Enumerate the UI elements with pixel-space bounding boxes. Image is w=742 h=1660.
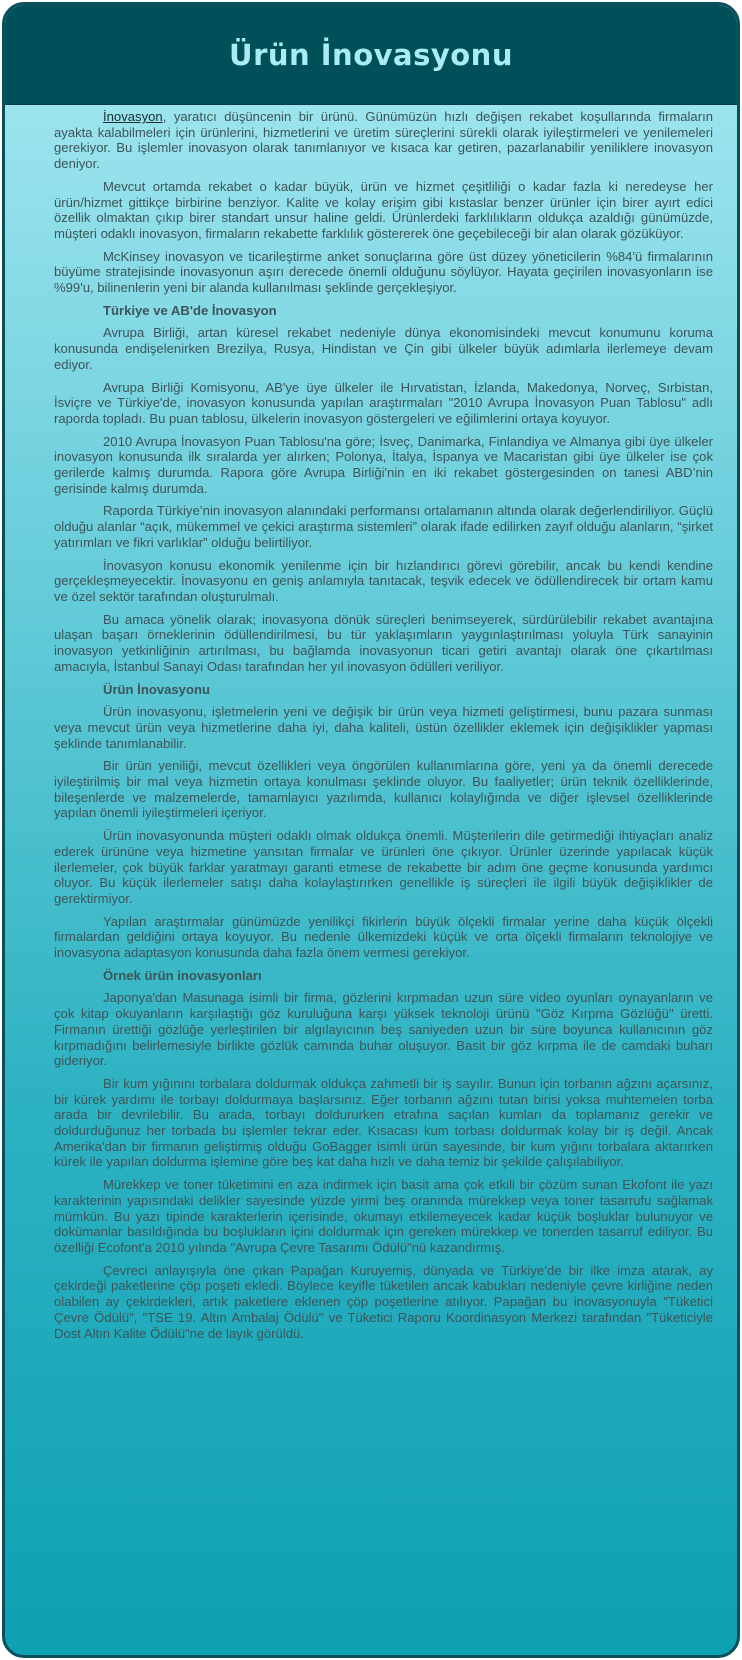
paragraph: Bir kum yığınını torbalara doldurmak oldukça zahmetli bir iş sayılır. Bunun için torbanın ağzını açarsınız, bir kürek yardımı ile torbayı doldurmaya başlarsınız. Eğer torbanın ağzını tutan birisi yoksa muhtemelen torba arada bir devrilebilir. Bu arada, torbayı doldururken etrafına saçılan kumları da toplamanız gerekir ve doldurduğunuz her torbada bu işlemler tekrar eder. Kısacası kum torbası doldurmak kolay bir iş değil. Ancak Amerika'dan bir firmanın geliştirmiş olduğu GoBagger isimli ürün sayesinde, bir kum yığını torbalara aktarırken kürek ile yapılan doldurma işlemine göre beş kat daha hızlı ve daha temiz bir şekilde çalışılabiliyor. [54,1075,713,1170]
paragraph: Ürün inovasyonu, işletmelerin yeni ve değişik bir ürün veya hizmeti geliştirmesi, bunu pazara sunması veya mevcut ürün veya hizmetlerine daha iyi, daha kaliteli, üstün özellikler eklemek için değişiklikler yapması şeklinde tanımlanabilir. [54,704,713,751]
paragraph: Japonya'dan Masunaga isimli bir firma, gözlerini kırpmadan uzun süre video oyunları oynayanların ve çok kitap okuyanların karşılaştığı göz kuruluğuna karşı yüksek teknoloji ürünü "Göz Kırpma Gözlüğü" üretti. Firmanın ürettiği gözlüğe yerleştirilen bir algılayıcının beş saniyeden uzun bir süre boyunca kullanıcının göz kırpmadığını belirlemesiyle birlikte gözlük camında buhar oluşuyor. Basit bir göz kırpma ile de camdaki buharı gideriyor. [54,990,713,1069]
paragraph: Raporda Türkiye’nin inovasyon alanındaki performansı ortalamanın altında olarak değerlendiriliyor. Güçlü olduğu alanlar “açık, mükemmel ve çekici araştırma sistemleri” olarak ifade edilirken zayıf olduğu alanların, “şirket yatırımları ve fikri varlıklar” olduğu belirtiliyor. [54,503,713,550]
paragraph: Mürekkep ve toner tüketimini en aza indirmek için basit ama çok etkili bir çözüm sunan Ekofont ile yazı karakterinin yapısındaki delikler sayesinde yüzde yirmi beş oranında mürekkep veya toner tasarrufu sağlamak mümkün. Bu yazı tipinde karakterlerin içerisinde, okumayı etkilemeyecek kadar küçük boşluklar bulunuyor ve dokümanlar basıldığında bu boşlukların içini doldurmak için gereken mürekkep ve tonerden tasarruf ediliyor. Bu özelliği Ecofont'a 2010 yılında "Avrupa Çevre Tasarımı Ödülü"nü kazandırmış. [54,1177,713,1255]
article-panel [2,2,740,1658]
header-bar [5,5,737,105]
section-heading-urun: Ürün İnovasyonu [103,681,210,697]
section-heading-turkiye: Türkiye ve AB'de İnovasyon [103,302,277,318]
paragraph: 2010 Avrupa İnovasyon Puan Tablosu'na göre; İsveç, Danimarka, Finlandiya ve Almanya gibi üye ülkeler inovasyon konusunda ilk sıralarda yer alırken; Polonya, İtalya, İspanya ve Macaristan gibi üye ülkeler ise çok gerilerde kalmış durumda. Rapora göre Avrupa Birliği'nin en iki rekabet göstergesinden on tanesi ABD’nin gerisinde kalmış durumda. [54,433,713,496]
section-heading-ornek: Örnek ürün inovasyonları [103,967,262,983]
paragraph: Çevreci anlayışıyla öne çıkan Papağan Kuruyemiş, dünyada ve Türkiye’de bir ilke imza atarak, ay çekirdeği paketlerine çöp poşeti ekledi. Böylece keyifle tüketilen ancak kabukları nedeniyle çevre kirliğine neden olabilen ay çekirdekleri, artık paketlere eklenen çöp poşetlerine atılıyor. Papağan bu inovasyonuyla "Tüketici Çevre Ödülü", "TSE 19. Altın Ambalaj Ödülü" ve Tüketici Raporu Koordinasyon Merkezi tarafından "Tüketiciyle Dost Altın Kalite Ödülü"ne de layık görüldü. [54,1262,713,1341]
paragraph: Avrupa Birliği Komisyonu, AB'ye üye ülkeler ile Hırvatistan, İzlanda, Makedonya, Norveç, Sırbistan, İsviçre ve Türkiye'de, inovasyon konusunda yapılan araştırmaları "2010 Avrupa İnovasyon Puan Tablosu" adlı raporda topladı. Bu puan tablosu, ülkelerin inovasyon göstergeleri ve eğilimlerini ortaya koyuyor. [54,379,713,426]
paragraph: Yapılan araştırmalar günümüzde yenilikçi fikirlerin büyük ölçekli firmalar yerine daha küçük ölçekli firmalardan geldiğini ortaya koyuyor. Bu nedenle ülkemizdeki küçük ve orta ölçekli firmaların teknolojiye ve inovasyona adaptasyon konusunda daha fazla önem vermesi gerekiyor. [54,913,713,961]
paragraph: Mevcut ortamda rekabet o kadar büyük, ürün ve hizmet çeşitliliği o kadar fazla ki neredeyse her ürün/hizmet gittikçe birbirine benziyor. Kalite ve kolay erişim gibi kıstaslar benzer ürünler için birer ayırt edici özellik olmaktan çıkıp birer standart unsur haline geldi. Ürünlerdeki farklılıkların oldukça azaldığı günümüzde, müşteri odaklı inovasyon, firmaların rekabette farklılık göstererek öne geçebileceği bir alan olarak gözüküyor. [54,178,713,241]
paragraph: McKinsey inovasyon ve ticarileştirme anket sonuçlarına göre üst düzey yöneticilerin %84'ü firmalarının büyüme stratejisinde inovasyonun aşırı derecede önemli olduğunu söylüyor. Hayata geçirilen inovasyonların ise %99'u, bilinenlerin yeni bir alanda kullanılması şeklinde gerçekleşiyor. [54,248,713,296]
inovasyon-link[interactable]: İnovasyon [103,109,163,124]
paragraph: Ürün inovasyonunda müşteri odaklı olmak oldukça önemli. Müşterilerin dile getirmediği ihtiyaçları analiz ederek ürününe veya hizmetine yansıtan firmalar ve ürünleri öne çıkıyor. Ürünler üzerinde yapılacak küçük ilerlemeler, çok büyük farklar yaratmayı garanti etmese de rekabette bir adım öne geçme konusunda yardımcı oluyor. Bu küçük ilerlemeler satışı daha kolaylaştırırken genellikle iş süreçleri ile ilgili büyük değişiklikler de gerektirmiyor. [54,828,713,906]
paragraph: İnovasyon konusu ekonomik yenilenme için bir hızlandırıcı görevi görebilir, ancak bu kendi kendine gerçekleşmeyecektir. İnovasyonu en geniş anlamıyla tanıtacak, teşvik edecek ve ödüllendirecek bir ortam kamu ve özel sektör tarafından oluşturulmalı. [54,557,713,604]
paragraph: Avrupa Birliği, artan küresel rekabet nedeniyle dünya ekonomisindeki mevcut konumunu koruma konusunda endişelenirken Brezilya, Rusya, Hindistan ve Çin gibi ülkeler büyük adımlarla ilerlemeye devam ediyor. [54,325,713,372]
paragraph-intro [54,109,713,172]
paragraph-intro-text: , yaratıcı düşüncenin bir ürünü. Günümüzün hızlı değişen rekabet koşullarında firmaların ayakta kalabilmeleri için ürünlerini, hizmetlerini ve üretim süreçlerini sürekli olarak iyileştirmeleri ve yenilemeleri gerekiyor. Bu işlemler inovasyon olarak tanımlanıyor ve kısaca kar getiren, pazarlanabilir yeniliklere inovasyon deniyor. [54,109,713,172]
article-body [5,105,737,1341]
page-title: Ürün İnovasyonu [229,37,513,72]
paragraph: Bu amaca yönelik olarak; inovasyona dönük süreçleri benimseyerek, sürdürülebilir rekabet avantajına ulaşan başarı örneklerinin ödüllendirilmesi, bu tür yaklaşımların yaygınlaştırılması yoluyla Türk sanayinin inovasyon yetkinliğinin artırılması, bu bağlamda inovasyonun ticari getiri avantajı olarak öne çıkartılması amacıyla, İstanbul Sanayi Odası tarafından her yıl inovasyon ödülleri veriliyor. [54,611,713,674]
paragraph: Bir ürün yeniliği, mevcut özellikleri veya öngörülen kullanımlarına göre, yeni ya da önemli derecede iyileştirilmiş bir mal veya hizmetin ortaya konulması şeklinde oluyor. Bu faaliyetler; ürün teknik özelliklerinde, bileşenlerde ve malzemelerde, tamamlayıcı yazılımda, kullanıcı kolaylığında ve diğer işlevsel özelliklerinde yapılan önemli iyileştirmeleri içeriyor. [54,758,713,821]
